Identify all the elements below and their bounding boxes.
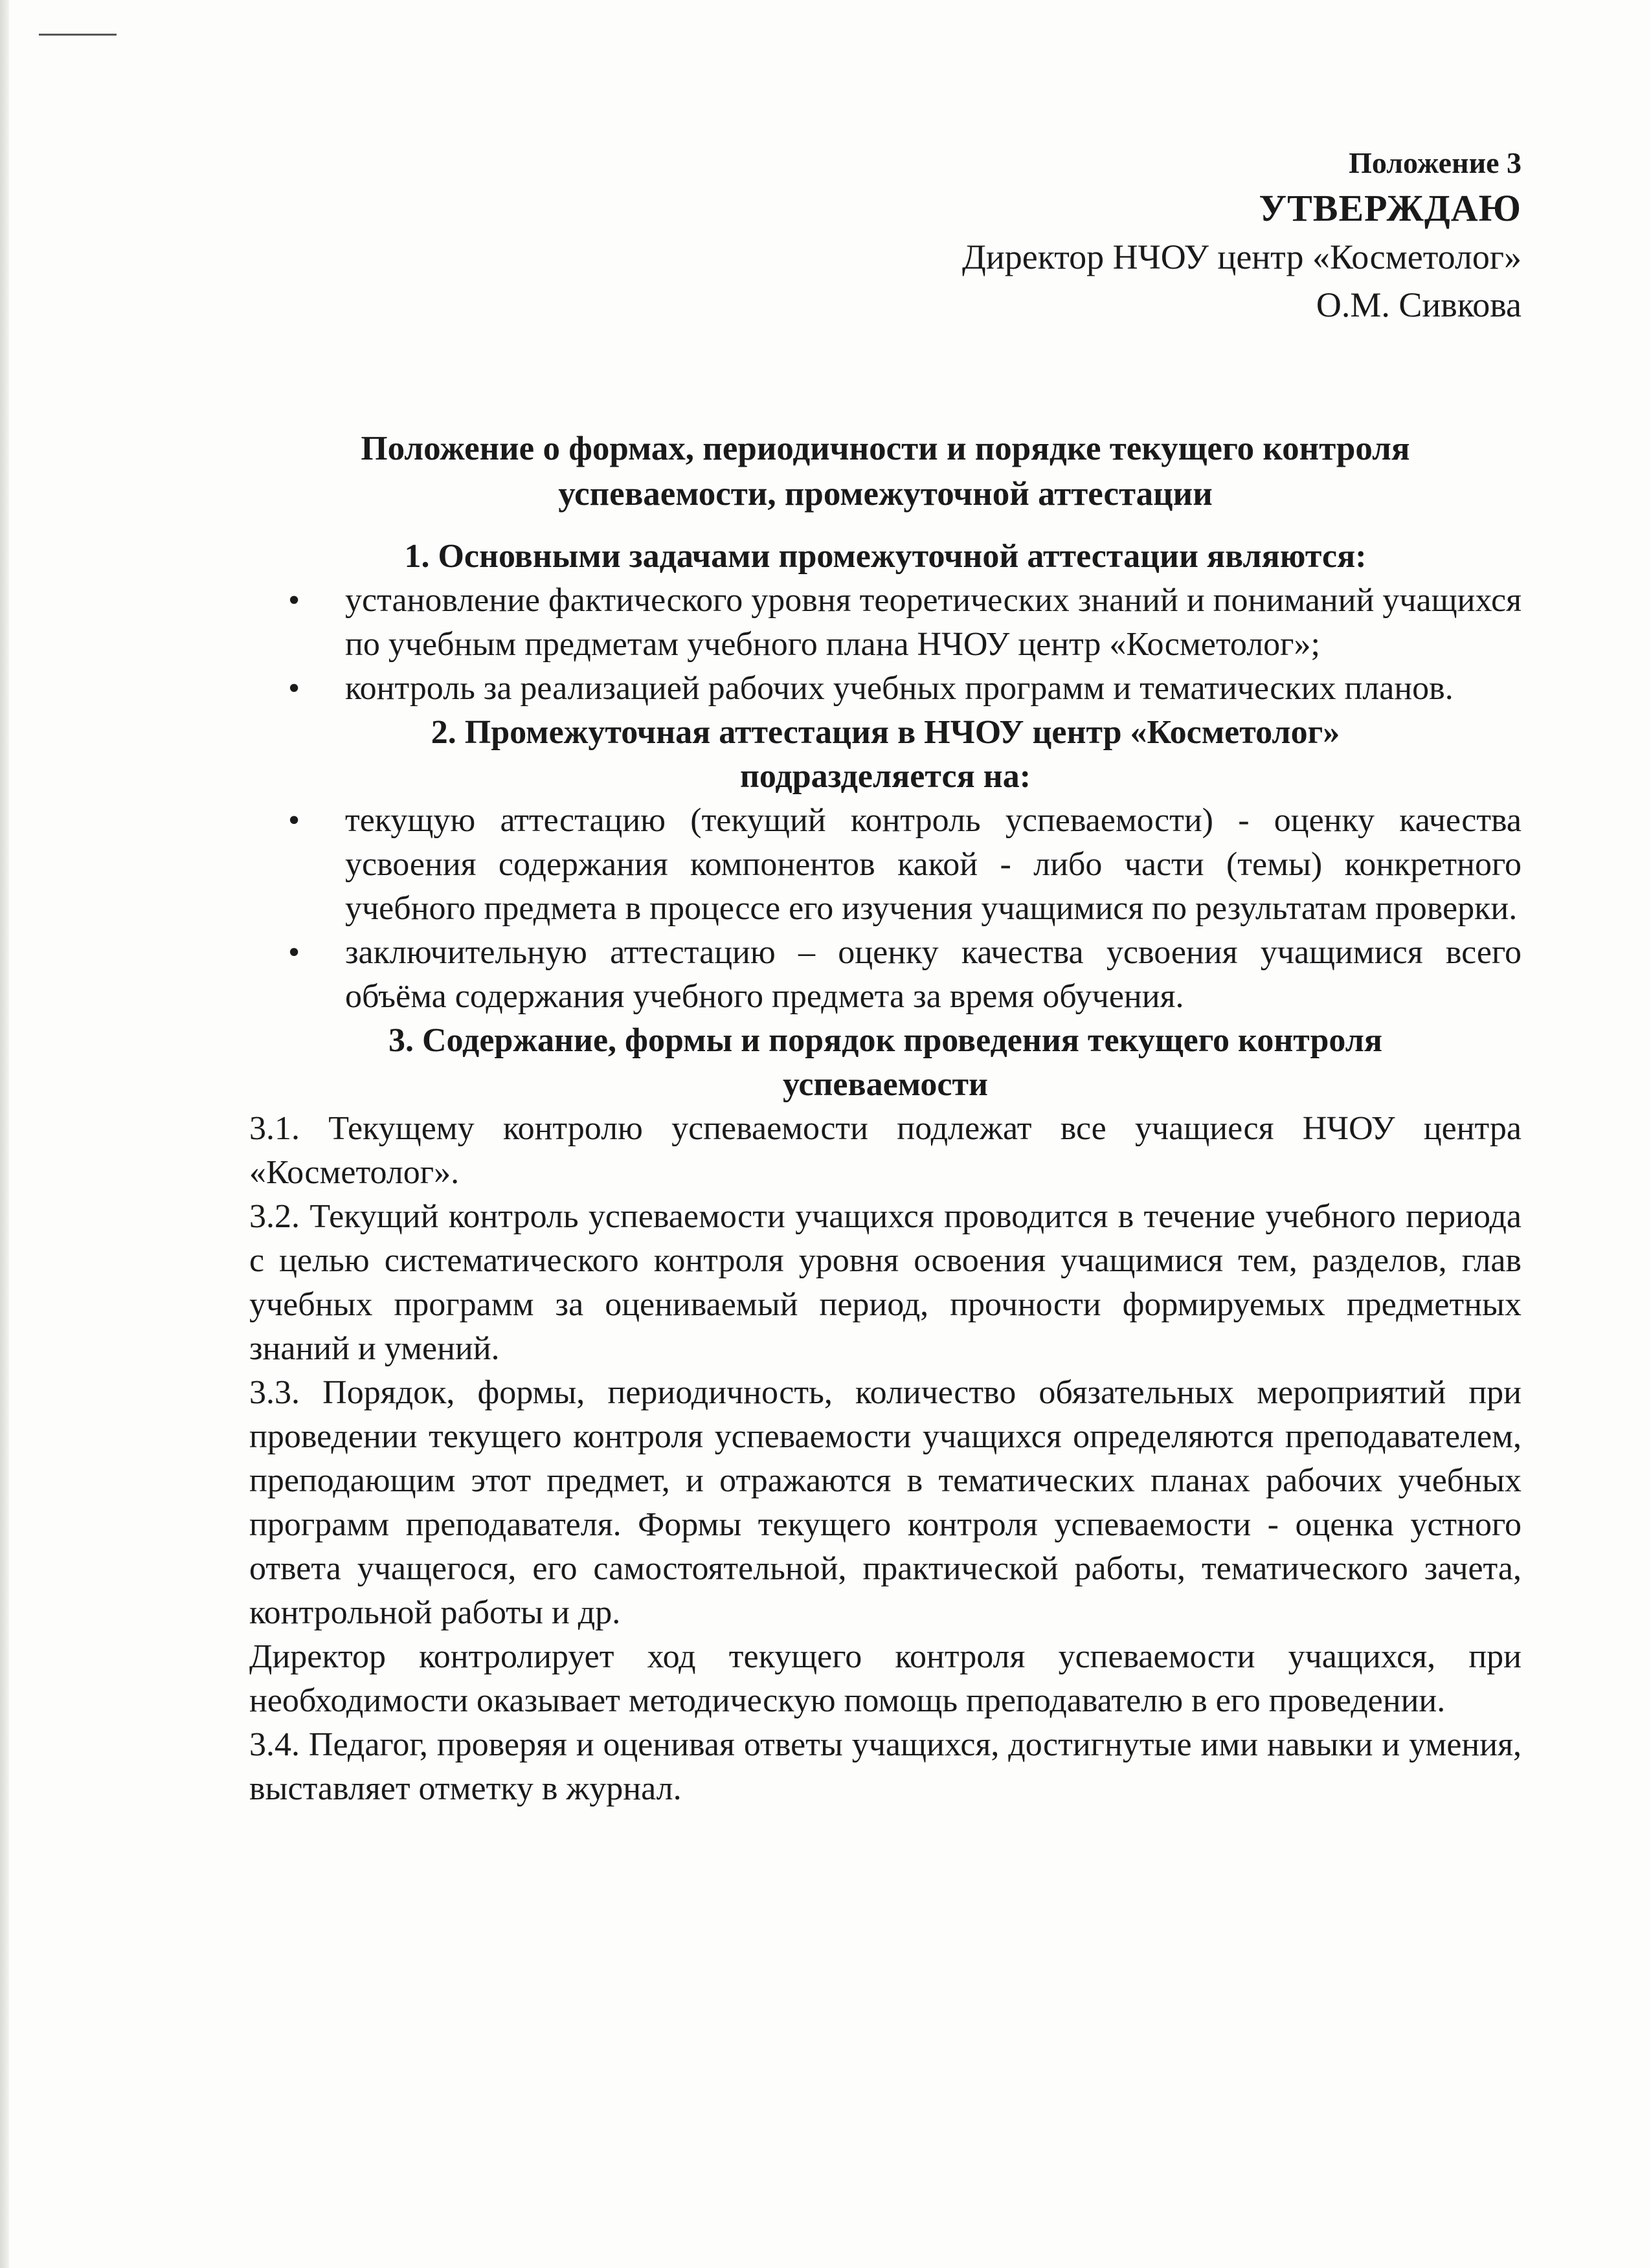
scan-mark xyxy=(39,34,117,36)
approval-signatory: О.М. Сивкова xyxy=(1316,285,1522,324)
list-item: • текущую аттестацию (текущий контроль успеваемости) - оценку качества усвоения содержания компонентов какой - либо части (темы) конкретного учебного предмета в процессе его изучения учащимися по результатам проверки. xyxy=(249,799,1522,931)
list-item: • контроль за реализацией рабочих учебных программ и тематических планов. xyxy=(249,667,1522,711)
section-2-heading-line-2: подразделяется на: xyxy=(739,758,1031,795)
scan-edge-shadow xyxy=(0,0,9,2268)
section-2-list xyxy=(249,799,1522,1019)
approval-title: УТВЕРЖДАЮ xyxy=(1259,187,1522,229)
section-3 xyxy=(249,1019,1522,1811)
paragraph-3-4: 3.4. Педагог, проверяя и оценивая ответы учащихся, достигнутые ими навыки и умения, выставляет отметку в журнал. xyxy=(249,1726,1522,1807)
approval-block xyxy=(249,142,1522,329)
section-3-heading-line-2: успеваемости xyxy=(782,1066,988,1103)
section-1-heading: 1. Основными задачами промежуточной аттестации являются: xyxy=(404,538,1367,575)
paragraph-3-1: 3.1. Текущему контролю успеваемости подлежат все учащиеся НЧОУ центра «Косметолог». xyxy=(249,1110,1522,1191)
approval-number: Положение 3 xyxy=(1349,146,1522,179)
section-2 xyxy=(249,711,1522,1019)
document-page xyxy=(249,142,1522,1811)
section-2-heading xyxy=(249,711,1522,799)
paragraph-3-3: 3.3. Порядок, формы, периодичность, количество обязательных мероприятий при проведении текущего контроля успеваемости учащихся определяются преподавателем, преподающим этот предмет, и отражаются в тематических планах рабочих учебных программ преподавателя. Формы текущего контроля успеваемости - оценка устного ответа учащегося, его самостоятельной, практической работы, тематического зачета, контрольной работы и др. xyxy=(249,1374,1522,1631)
document-title-line-1: Положение о формах, периодичности и порядке текущего контроля xyxy=(361,430,1410,467)
list-item: • заключительную аттестацию – оценку качества усвоения учащимися всего объёма содержания учебного предмета за время обучения. xyxy=(249,931,1522,1019)
document-title-line-2: успеваемости, промежуточной аттестации xyxy=(558,475,1213,513)
paragraph-director: Директор контролирует ход текущего контроля успеваемости учащихся, при необходимости оказывает методическую помощь преподавателю в его проведении. xyxy=(249,1638,1522,1719)
paragraph-3-2: 3.2. Текущий контроль успеваемости учащихся проводится в течение учебного периода с целью систематического контроля уровня освоения учащимися тем, разделов, глав учебных программ за оцениваемый период, прочности формируемых предметных знаний и умений. xyxy=(249,1198,1522,1367)
section-1 xyxy=(249,535,1522,711)
document-title xyxy=(249,426,1522,517)
section-3-heading xyxy=(249,1019,1522,1107)
section-1-list xyxy=(249,579,1522,711)
section-2-heading-line-1: 2. Промежуточная аттестация в НЧОУ центр «Косметолог» xyxy=(431,714,1340,751)
section-3-heading-line-1: 3. Содержание, формы и порядок проведения текущего контроля xyxy=(388,1022,1383,1059)
list-item: • установление фактического уровня теоретических знаний и пониманий учащихся по учебным предметам учебного плана НЧОУ центр «Косметолог»; xyxy=(249,579,1522,667)
approval-position: Директор НЧОУ центр «Косметолог» xyxy=(962,238,1522,276)
